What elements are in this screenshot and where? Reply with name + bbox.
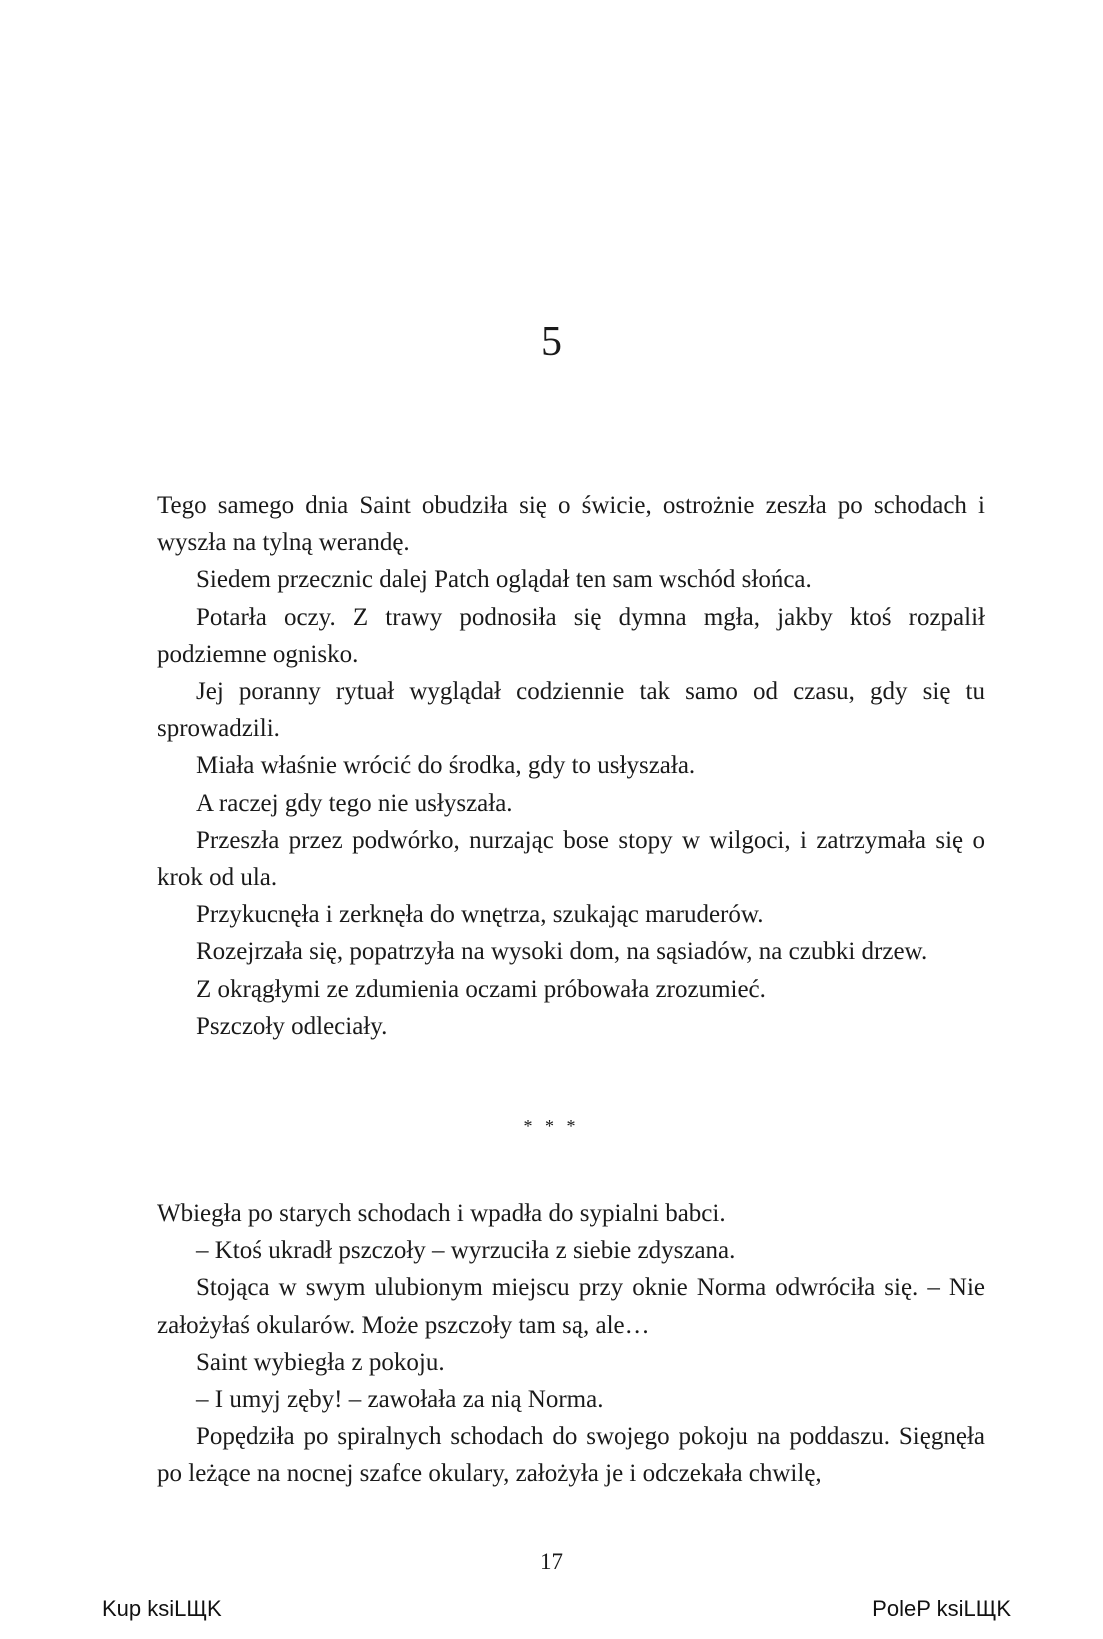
paragraph: Przeszła przez podwórko, nurzając bose stopy w wilgoci, i zatrzymała się o krok od ula.	[157, 826, 985, 892]
paragraph: Wbiegła po starych schodach i wpadła do sypialni babci.	[157, 1200, 726, 1227]
paragraph: Stojąca w swym ulubionym miejscu przy oknie Norma odwróciła się. – Nie założyłaś okularów. Może pszczoły tam są, ale…	[157, 1274, 985, 1339]
paragraph: Miała właśnie wrócić do środka, gdy to usłyszała.	[196, 752, 696, 780]
paragraph: Popędziła po spiralnych schodach do swojego pokoju na poddaszu. Sięgnęła po leżące na nocnej szafce okulary, założyła je i odczekała chwilę,	[157, 1423, 985, 1488]
section-2-text	[157, 1195, 985, 1493]
paragraph: Potarła oczy. Z trawy podnosiła się dymna mgła, jakby ktoś rozpalił podziemne ognisko.	[157, 603, 985, 668]
footer-buy-link[interactable]: Kup ksiLЩK	[102, 1596, 222, 1621]
footer-recommend-link[interactable]: PoleP ksiLЩK	[872, 1596, 1011, 1621]
paragraph: Rozejrzała się, popatrzyła na wysoki dom, na sąsiadów, na czubki drzew.	[196, 938, 928, 966]
page-number: 17	[540, 1549, 563, 1574]
paragraph: A raczej gdy tego nie usłyszała.	[196, 789, 513, 817]
paragraph: Siedem przecznic dalej Patch oglądał ten sam wschód słońca.	[196, 566, 812, 594]
paragraph: – Ktoś ukradł pszczoły – wyrzuciła z siebie zdyszana.	[196, 1237, 736, 1265]
paragraph: Z okrągłymi ze zdumienia oczami próbowała zrozumieć.	[196, 975, 766, 1003]
section-separator: * * *	[523, 1116, 580, 1136]
paragraph: Przykucnęła i zerknęła do wnętrza, szukając maruderów.	[196, 901, 764, 929]
chapter-number: 5	[541, 319, 562, 365]
paragraph: Pszczoły odleciały.	[196, 1012, 388, 1040]
paragraph: Jej poranny rytuał wyglądał codziennie tak samo od czasu, gdy się tu sprowadzili.	[157, 678, 985, 743]
paragraph: – I umyj zęby! – zawołała za nią Norma.	[196, 1386, 604, 1414]
paragraph: Tego samego dnia Saint obudziła się o świcie, ostrożnie zeszła po schodach i wyszła na tylną werandę.	[157, 492, 985, 557]
section-1-text	[157, 487, 985, 1045]
paragraph: Saint wybiegła z pokoju.	[196, 1348, 445, 1376]
